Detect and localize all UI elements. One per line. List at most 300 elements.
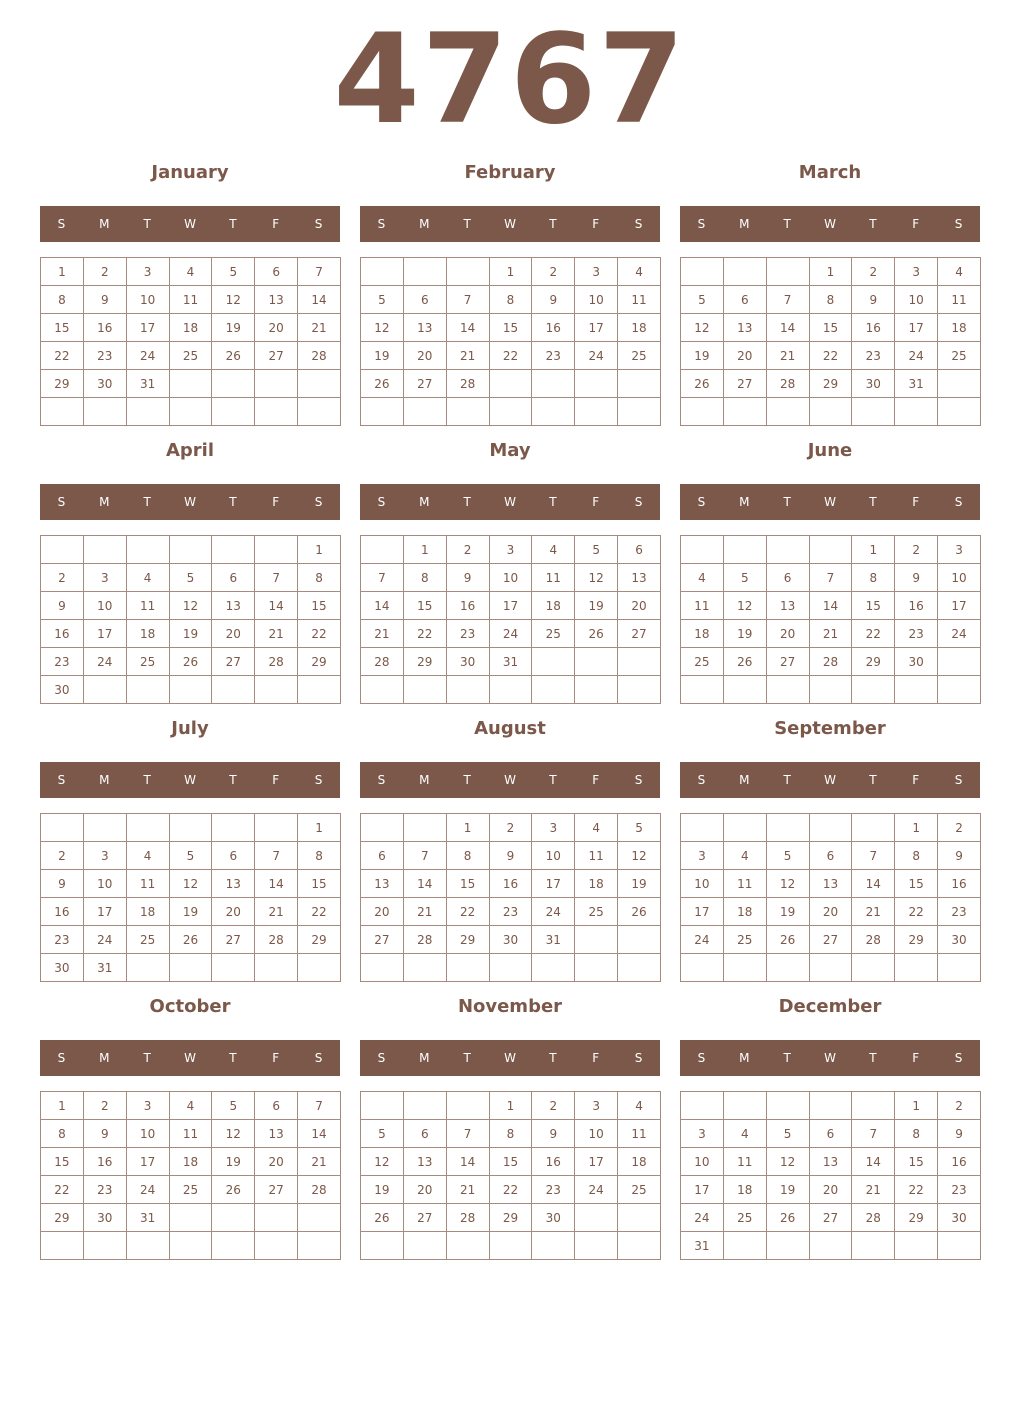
day-cell: 14	[766, 314, 809, 342]
day-cell: 19	[361, 342, 404, 370]
day-cell: 29	[489, 1204, 532, 1232]
empty-day-cell	[723, 954, 766, 982]
day-cell: 17	[83, 898, 126, 926]
day-cell: 23	[83, 1176, 126, 1204]
day-cell: 5	[212, 1092, 255, 1120]
empty-day-cell	[212, 1232, 255, 1260]
day-cell: 19	[766, 898, 809, 926]
year-title: 4767	[333, 8, 687, 152]
day-cell: 26	[618, 898, 661, 926]
day-cell: 31	[532, 926, 575, 954]
day-cell: 24	[83, 926, 126, 954]
weekday-label: T	[869, 773, 877, 787]
week-row	[361, 286, 661, 314]
day-cell: 20	[212, 898, 255, 926]
empty-day-cell	[852, 954, 895, 982]
empty-day-cell	[575, 370, 618, 398]
empty-day-cell	[361, 536, 404, 564]
week-row	[681, 898, 981, 926]
day-grid	[360, 535, 661, 704]
day-cell: 21	[852, 1176, 895, 1204]
empty-day-cell	[575, 398, 618, 426]
weekday-header	[680, 206, 980, 242]
day-cell: 5	[169, 564, 212, 592]
day-cell: 5	[723, 564, 766, 592]
day-cell: 19	[766, 1176, 809, 1204]
day-cell: 14	[852, 870, 895, 898]
day-cell: 10	[938, 564, 981, 592]
weekday-label: S	[634, 1051, 643, 1065]
day-cell: 23	[489, 898, 532, 926]
empty-day-cell	[895, 398, 938, 426]
day-cell: 1	[489, 258, 532, 286]
day-cell: 12	[681, 314, 724, 342]
empty-day-cell	[489, 1232, 532, 1260]
day-cell: 26	[361, 1204, 404, 1232]
day-cell: 25	[723, 926, 766, 954]
day-cell: 25	[126, 648, 169, 676]
weekday-label: F	[272, 495, 280, 509]
weekday-label: S	[57, 495, 66, 509]
day-cell: 7	[403, 842, 446, 870]
day-cell: 13	[403, 1148, 446, 1176]
month-name: September	[774, 718, 886, 739]
weekday-label: S	[954, 1051, 963, 1065]
day-cell: 28	[809, 648, 852, 676]
day-cell: 22	[895, 1176, 938, 1204]
empty-day-cell	[298, 954, 341, 982]
day-cell: 12	[575, 564, 618, 592]
day-cell: 5	[212, 258, 255, 286]
day-cell: 16	[446, 592, 489, 620]
weekday-label: W	[184, 217, 196, 231]
week-row	[361, 592, 661, 620]
week-row	[361, 842, 661, 870]
weekday-label: F	[272, 1051, 280, 1065]
month-name: April	[165, 440, 215, 461]
day-cell: 12	[766, 1148, 809, 1176]
day-cell: 11	[681, 592, 724, 620]
week-row	[361, 536, 661, 564]
day-cell: 11	[723, 870, 766, 898]
day-cell: 26	[169, 648, 212, 676]
day-cell: 6	[361, 842, 404, 870]
month-name: March	[798, 162, 862, 183]
week-row	[361, 814, 661, 842]
empty-day-cell	[895, 1232, 938, 1260]
day-cell: 20	[403, 1176, 446, 1204]
day-cell: 4	[938, 258, 981, 286]
empty-day-cell	[895, 954, 938, 982]
day-cell: 29	[895, 926, 938, 954]
day-cell: 2	[938, 1092, 981, 1120]
day-cell: 8	[852, 564, 895, 592]
day-cell: 13	[255, 1120, 298, 1148]
month-name: December	[778, 996, 882, 1017]
empty-day-cell	[723, 258, 766, 286]
weekday-label: W	[824, 495, 836, 509]
empty-day-cell	[361, 398, 404, 426]
empty-day-cell	[681, 398, 724, 426]
day-grid	[680, 813, 981, 982]
day-cell: 8	[298, 564, 341, 592]
week-row	[41, 620, 341, 648]
day-cell: 8	[489, 286, 532, 314]
empty-day-cell	[895, 676, 938, 704]
day-cell: 13	[255, 286, 298, 314]
day-cell: 8	[403, 564, 446, 592]
day-cell: 18	[575, 870, 618, 898]
empty-day-cell	[212, 536, 255, 564]
day-cell: 10	[489, 564, 532, 592]
week-row	[361, 1204, 661, 1232]
day-cell: 8	[446, 842, 489, 870]
day-grid	[40, 257, 341, 426]
day-cell: 14	[298, 1120, 341, 1148]
week-row	[41, 370, 341, 398]
day-cell: 18	[938, 314, 981, 342]
day-cell: 17	[126, 1148, 169, 1176]
day-cell: 25	[618, 342, 661, 370]
empty-day-cell	[938, 954, 981, 982]
empty-day-cell	[575, 676, 618, 704]
week-row	[681, 286, 981, 314]
weekday-label: T	[869, 495, 877, 509]
day-cell: 16	[489, 870, 532, 898]
day-cell: 16	[938, 1148, 981, 1176]
day-cell: 6	[809, 1120, 852, 1148]
day-cell: 3	[681, 1120, 724, 1148]
weekday-label: T	[229, 773, 237, 787]
day-cell: 18	[723, 898, 766, 926]
day-grid	[40, 535, 341, 704]
day-cell: 21	[403, 898, 446, 926]
weekday-label: S	[377, 217, 386, 231]
day-cell: 27	[361, 926, 404, 954]
day-grid	[40, 813, 341, 982]
day-cell: 23	[83, 342, 126, 370]
month-name: June	[807, 440, 853, 461]
weekday-label: T	[143, 773, 151, 787]
day-cell: 11	[126, 870, 169, 898]
empty-day-cell	[126, 676, 169, 704]
empty-day-cell	[255, 954, 298, 982]
day-cell: 22	[298, 620, 341, 648]
empty-day-cell	[126, 954, 169, 982]
day-cell: 23	[938, 1176, 981, 1204]
week-row	[681, 648, 981, 676]
empty-day-cell	[298, 1204, 341, 1232]
weekday-label: M	[419, 773, 430, 787]
week-row	[361, 564, 661, 592]
day-cell: 6	[766, 564, 809, 592]
weekday-label: S	[634, 773, 643, 787]
day-cell: 14	[298, 286, 341, 314]
day-cell: 22	[41, 342, 84, 370]
day-cell: 30	[41, 954, 84, 982]
empty-day-cell	[403, 954, 446, 982]
day-cell: 20	[403, 342, 446, 370]
empty-day-cell	[403, 258, 446, 286]
month-name: May	[489, 440, 531, 461]
day-cell: 27	[809, 1204, 852, 1232]
day-cell: 30	[532, 1204, 575, 1232]
week-row	[41, 1204, 341, 1232]
empty-day-cell	[618, 954, 661, 982]
day-cell: 21	[298, 1148, 341, 1176]
day-cell: 31	[126, 370, 169, 398]
day-cell: 16	[938, 870, 981, 898]
weekday-label: T	[783, 1051, 791, 1065]
day-cell: 26	[169, 926, 212, 954]
empty-day-cell	[532, 648, 575, 676]
empty-day-cell	[403, 814, 446, 842]
day-cell: 30	[852, 370, 895, 398]
empty-day-cell	[723, 536, 766, 564]
empty-day-cell	[41, 814, 84, 842]
weekday-label: F	[912, 217, 920, 231]
empty-day-cell	[809, 814, 852, 842]
day-cell: 6	[255, 1092, 298, 1120]
weekday-header	[40, 1040, 340, 1076]
day-cell: 7	[809, 564, 852, 592]
day-cell: 21	[852, 898, 895, 926]
empty-day-cell	[532, 954, 575, 982]
empty-day-cell	[126, 814, 169, 842]
week-row	[41, 1176, 341, 1204]
day-cell: 9	[895, 564, 938, 592]
day-cell: 6	[212, 842, 255, 870]
empty-day-cell	[169, 676, 212, 704]
day-cell: 29	[41, 1204, 84, 1232]
day-cell: 6	[403, 286, 446, 314]
empty-day-cell	[681, 258, 724, 286]
day-cell: 16	[83, 1148, 126, 1176]
week-row	[41, 398, 341, 426]
empty-day-cell	[938, 1232, 981, 1260]
day-cell: 9	[532, 286, 575, 314]
day-cell: 9	[489, 842, 532, 870]
empty-day-cell	[938, 676, 981, 704]
empty-day-cell	[489, 398, 532, 426]
day-cell: 13	[618, 564, 661, 592]
day-cell: 28	[446, 370, 489, 398]
week-row	[681, 1204, 981, 1232]
empty-day-cell	[532, 370, 575, 398]
day-cell: 1	[489, 1092, 532, 1120]
week-row	[681, 842, 981, 870]
day-cell: 8	[895, 842, 938, 870]
day-cell: 8	[298, 842, 341, 870]
day-cell: 1	[298, 536, 341, 564]
week-row	[361, 342, 661, 370]
week-row	[361, 954, 661, 982]
day-cell: 2	[446, 536, 489, 564]
day-cell: 18	[126, 620, 169, 648]
day-cell: 31	[681, 1232, 724, 1260]
empty-day-cell	[169, 398, 212, 426]
day-cell: 15	[895, 1148, 938, 1176]
day-cell: 24	[938, 620, 981, 648]
weekday-label: S	[634, 495, 643, 509]
day-cell: 26	[575, 620, 618, 648]
day-cell: 24	[895, 342, 938, 370]
day-cell: 18	[618, 314, 661, 342]
empty-day-cell	[169, 536, 212, 564]
day-cell: 16	[532, 314, 575, 342]
day-cell: 9	[938, 842, 981, 870]
day-cell: 29	[298, 926, 341, 954]
empty-day-cell	[575, 648, 618, 676]
weekday-label: S	[314, 773, 323, 787]
day-cell: 30	[446, 648, 489, 676]
day-cell: 19	[723, 620, 766, 648]
day-cell: 11	[532, 564, 575, 592]
empty-day-cell	[618, 648, 661, 676]
day-cell: 29	[895, 1204, 938, 1232]
day-cell: 8	[809, 286, 852, 314]
day-cell: 17	[489, 592, 532, 620]
week-row	[361, 1148, 661, 1176]
weekday-label: W	[504, 495, 516, 509]
day-cell: 7	[255, 564, 298, 592]
empty-day-cell	[446, 398, 489, 426]
day-cell: 17	[681, 898, 724, 926]
day-cell: 22	[446, 898, 489, 926]
weekday-label: T	[143, 1051, 151, 1065]
day-cell: 23	[938, 898, 981, 926]
empty-day-cell	[212, 814, 255, 842]
week-row	[681, 536, 981, 564]
day-cell: 15	[852, 592, 895, 620]
day-cell: 31	[126, 1204, 169, 1232]
weekday-label: M	[419, 217, 430, 231]
weekday-label: S	[377, 1051, 386, 1065]
day-cell: 12	[618, 842, 661, 870]
day-cell: 22	[809, 342, 852, 370]
empty-day-cell	[575, 954, 618, 982]
day-cell: 18	[169, 1148, 212, 1176]
day-cell: 4	[723, 1120, 766, 1148]
day-cell: 17	[938, 592, 981, 620]
day-cell: 5	[766, 1120, 809, 1148]
empty-day-cell	[681, 676, 724, 704]
day-cell: 2	[895, 536, 938, 564]
empty-day-cell	[938, 370, 981, 398]
day-cell: 1	[41, 258, 84, 286]
day-cell: 17	[575, 1148, 618, 1176]
weekday-label: W	[824, 1051, 836, 1065]
day-grid	[360, 813, 661, 982]
day-cell: 1	[298, 814, 341, 842]
day-cell: 2	[532, 1092, 575, 1120]
week-row	[361, 1176, 661, 1204]
day-grid	[680, 535, 981, 704]
day-cell: 6	[723, 286, 766, 314]
weekday-label: W	[184, 1051, 196, 1065]
weekday-label: W	[504, 1051, 516, 1065]
day-cell: 26	[723, 648, 766, 676]
week-row	[681, 954, 981, 982]
day-cell: 28	[852, 926, 895, 954]
weekday-label: M	[739, 495, 750, 509]
day-cell: 15	[489, 1148, 532, 1176]
day-cell: 1	[809, 258, 852, 286]
day-cell: 9	[83, 1120, 126, 1148]
week-row	[681, 620, 981, 648]
week-row	[41, 954, 341, 982]
day-cell: 10	[575, 1120, 618, 1148]
empty-day-cell	[489, 370, 532, 398]
day-cell: 12	[212, 1120, 255, 1148]
empty-day-cell	[575, 1204, 618, 1232]
week-row	[681, 398, 981, 426]
day-cell: 11	[169, 286, 212, 314]
empty-day-cell	[532, 676, 575, 704]
day-cell: 29	[41, 370, 84, 398]
empty-day-cell	[766, 1232, 809, 1260]
weekday-label: M	[739, 773, 750, 787]
day-cell: 25	[681, 648, 724, 676]
month-name: August	[474, 718, 546, 739]
day-cell: 5	[766, 842, 809, 870]
empty-day-cell	[41, 398, 84, 426]
day-cell: 16	[852, 314, 895, 342]
week-row	[681, 926, 981, 954]
day-cell: 23	[532, 342, 575, 370]
day-cell: 1	[895, 814, 938, 842]
day-cell: 14	[852, 1148, 895, 1176]
empty-day-cell	[212, 370, 255, 398]
day-cell: 6	[255, 258, 298, 286]
day-cell: 19	[212, 1148, 255, 1176]
day-cell: 5	[681, 286, 724, 314]
day-cell: 10	[126, 1120, 169, 1148]
weekday-label: M	[419, 1051, 430, 1065]
week-row	[41, 592, 341, 620]
day-cell: 20	[723, 342, 766, 370]
day-cell: 2	[489, 814, 532, 842]
week-row	[681, 342, 981, 370]
month-name: July	[171, 718, 209, 739]
day-cell: 30	[83, 1204, 126, 1232]
day-cell: 26	[681, 370, 724, 398]
day-cell: 7	[298, 1092, 341, 1120]
day-cell: 1	[446, 814, 489, 842]
day-cell: 7	[852, 842, 895, 870]
day-cell: 18	[723, 1176, 766, 1204]
week-row	[361, 258, 661, 286]
day-cell: 28	[255, 648, 298, 676]
day-cell: 31	[489, 648, 532, 676]
week-row	[361, 870, 661, 898]
day-cell: 28	[766, 370, 809, 398]
day-cell: 15	[298, 870, 341, 898]
day-cell: 15	[41, 1148, 84, 1176]
day-cell: 25	[169, 1176, 212, 1204]
day-cell: 2	[852, 258, 895, 286]
day-cell: 21	[446, 342, 489, 370]
day-cell: 3	[532, 814, 575, 842]
day-cell: 20	[766, 620, 809, 648]
week-row	[681, 1092, 981, 1120]
week-row	[681, 870, 981, 898]
week-row	[41, 314, 341, 342]
day-cell: 15	[403, 592, 446, 620]
empty-day-cell	[852, 1232, 895, 1260]
day-cell: 6	[403, 1120, 446, 1148]
day-cell: 15	[298, 592, 341, 620]
